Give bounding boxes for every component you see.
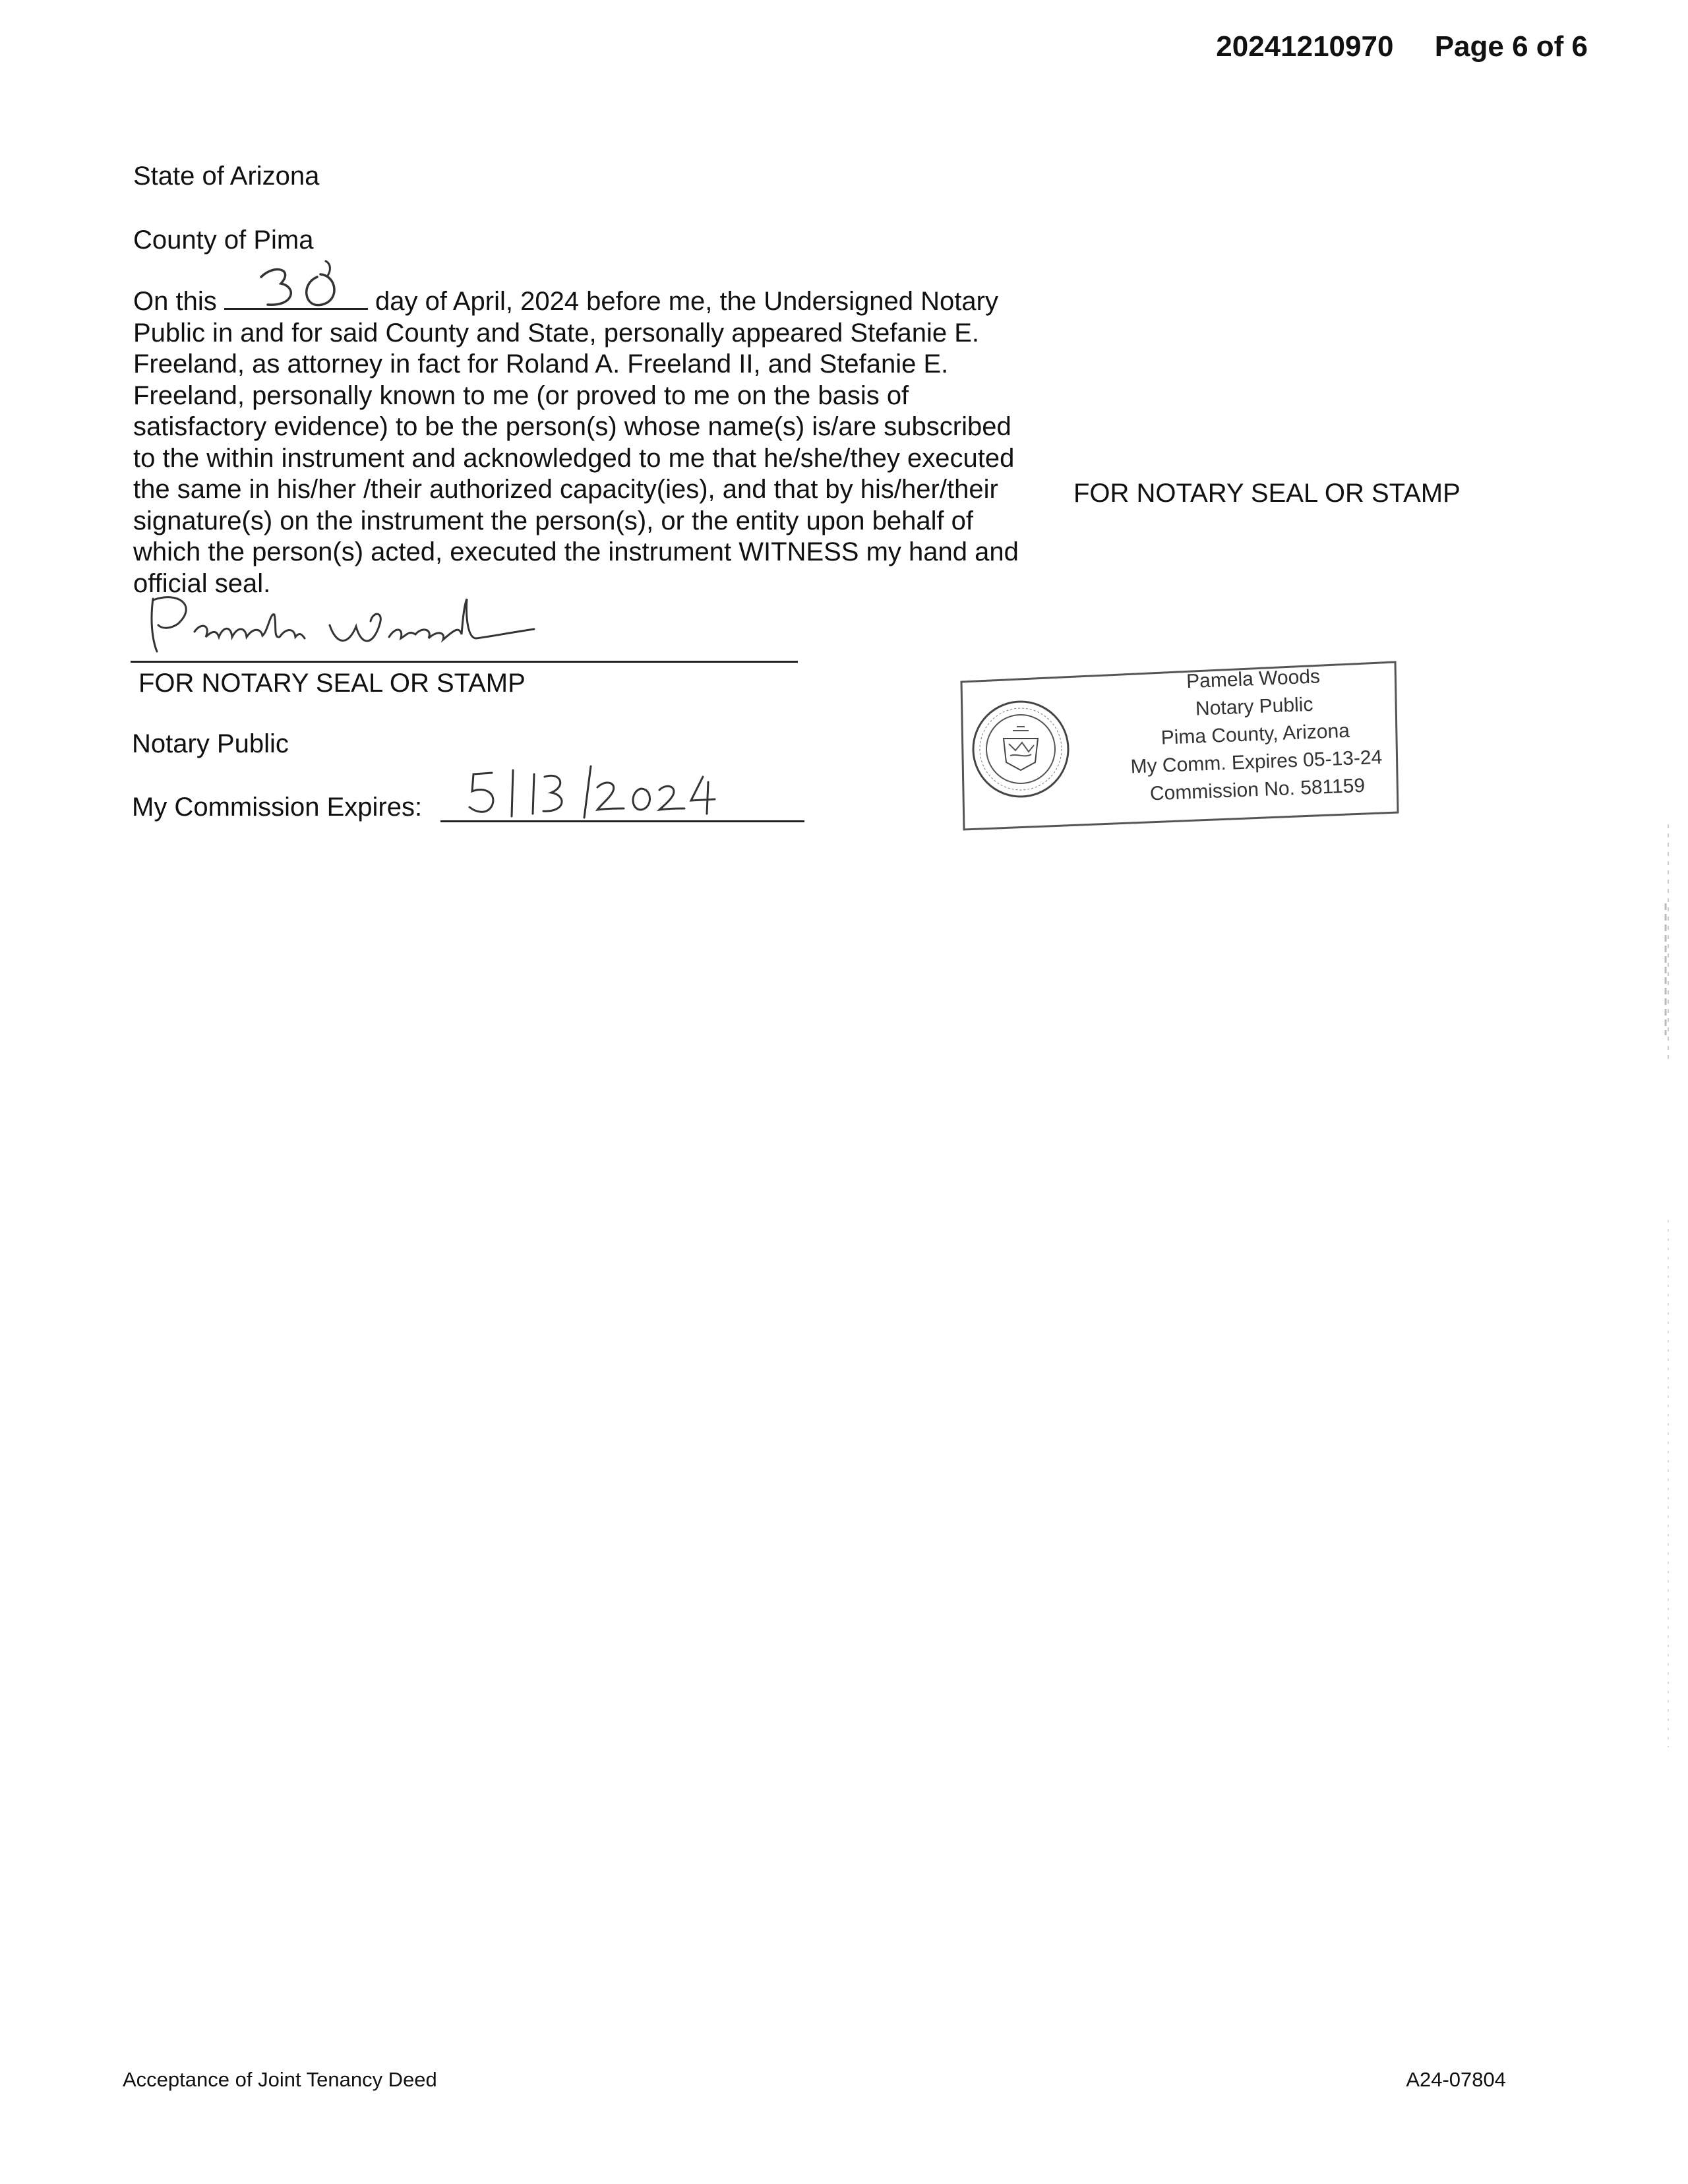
footer-reference: A24-07804: [1406, 2068, 1506, 2091]
signature-line: [131, 661, 798, 663]
stamp-title: Notary Public: [1195, 693, 1313, 720]
notary-public-label: Notary Public: [132, 729, 289, 758]
stamp-text-block: [1068, 659, 1443, 811]
paragraph-start: On this: [133, 287, 217, 316]
handwritten-commission-date: [462, 762, 765, 823]
stamp-expires: My Comm. Expires 05-13-24: [1130, 746, 1383, 778]
commission-expires-label: My Commission Expires:: [132, 793, 423, 822]
signature-pamela-woods: [138, 586, 613, 665]
county-line: County of Pima: [133, 226, 314, 255]
page-header: [1216, 30, 1588, 63]
state-line: State of Arizona: [133, 162, 320, 191]
scan-artifacts: [1648, 758, 1688, 1879]
seal-label-right: FOR NOTARY SEAL OR STAMP: [1073, 479, 1461, 508]
seal-label-below: FOR NOTARY SEAL OR STAMP: [138, 669, 526, 698]
paragraph-body: day of April, 2024 before me, the Undersigned Notary Public in and for said County and State, personally appeared Stefanie E. Freeland, as attorney in fact for Roland A. Freeland II, and Stefanie E. Freeland, personally known to me (or proved to me on the basis of satisfactory evidence) to be the person(s) whose name(s) is/are subscribed to the within instrument and acknowledged to me that he/she/they executed the same in his/her /their authorized capacity(ies), and that by his/her/their signature(s) on the instrument the person(s), or the entity upon behalf of which the person(s) acted, executed the instrument WITNESS my hand and official seal.: [133, 287, 1019, 598]
stamp-name: Pamela Woods: [1186, 665, 1321, 693]
stamp-county: Pima County, Arizona: [1160, 719, 1350, 749]
handwritten-day: [248, 257, 367, 317]
arizona-seal-icon: [973, 702, 1068, 797]
acknowledgment-paragraph: [133, 284, 1030, 599]
commission-date-line: [440, 820, 804, 822]
document-number: 20241210970: [1216, 30, 1394, 63]
stamp-commission: Commission No. 581159: [1149, 774, 1366, 805]
page-number: Page 6 of 6: [1434, 30, 1588, 63]
footer-document-title: Acceptance of Joint Tenancy Deed: [123, 2068, 437, 2091]
